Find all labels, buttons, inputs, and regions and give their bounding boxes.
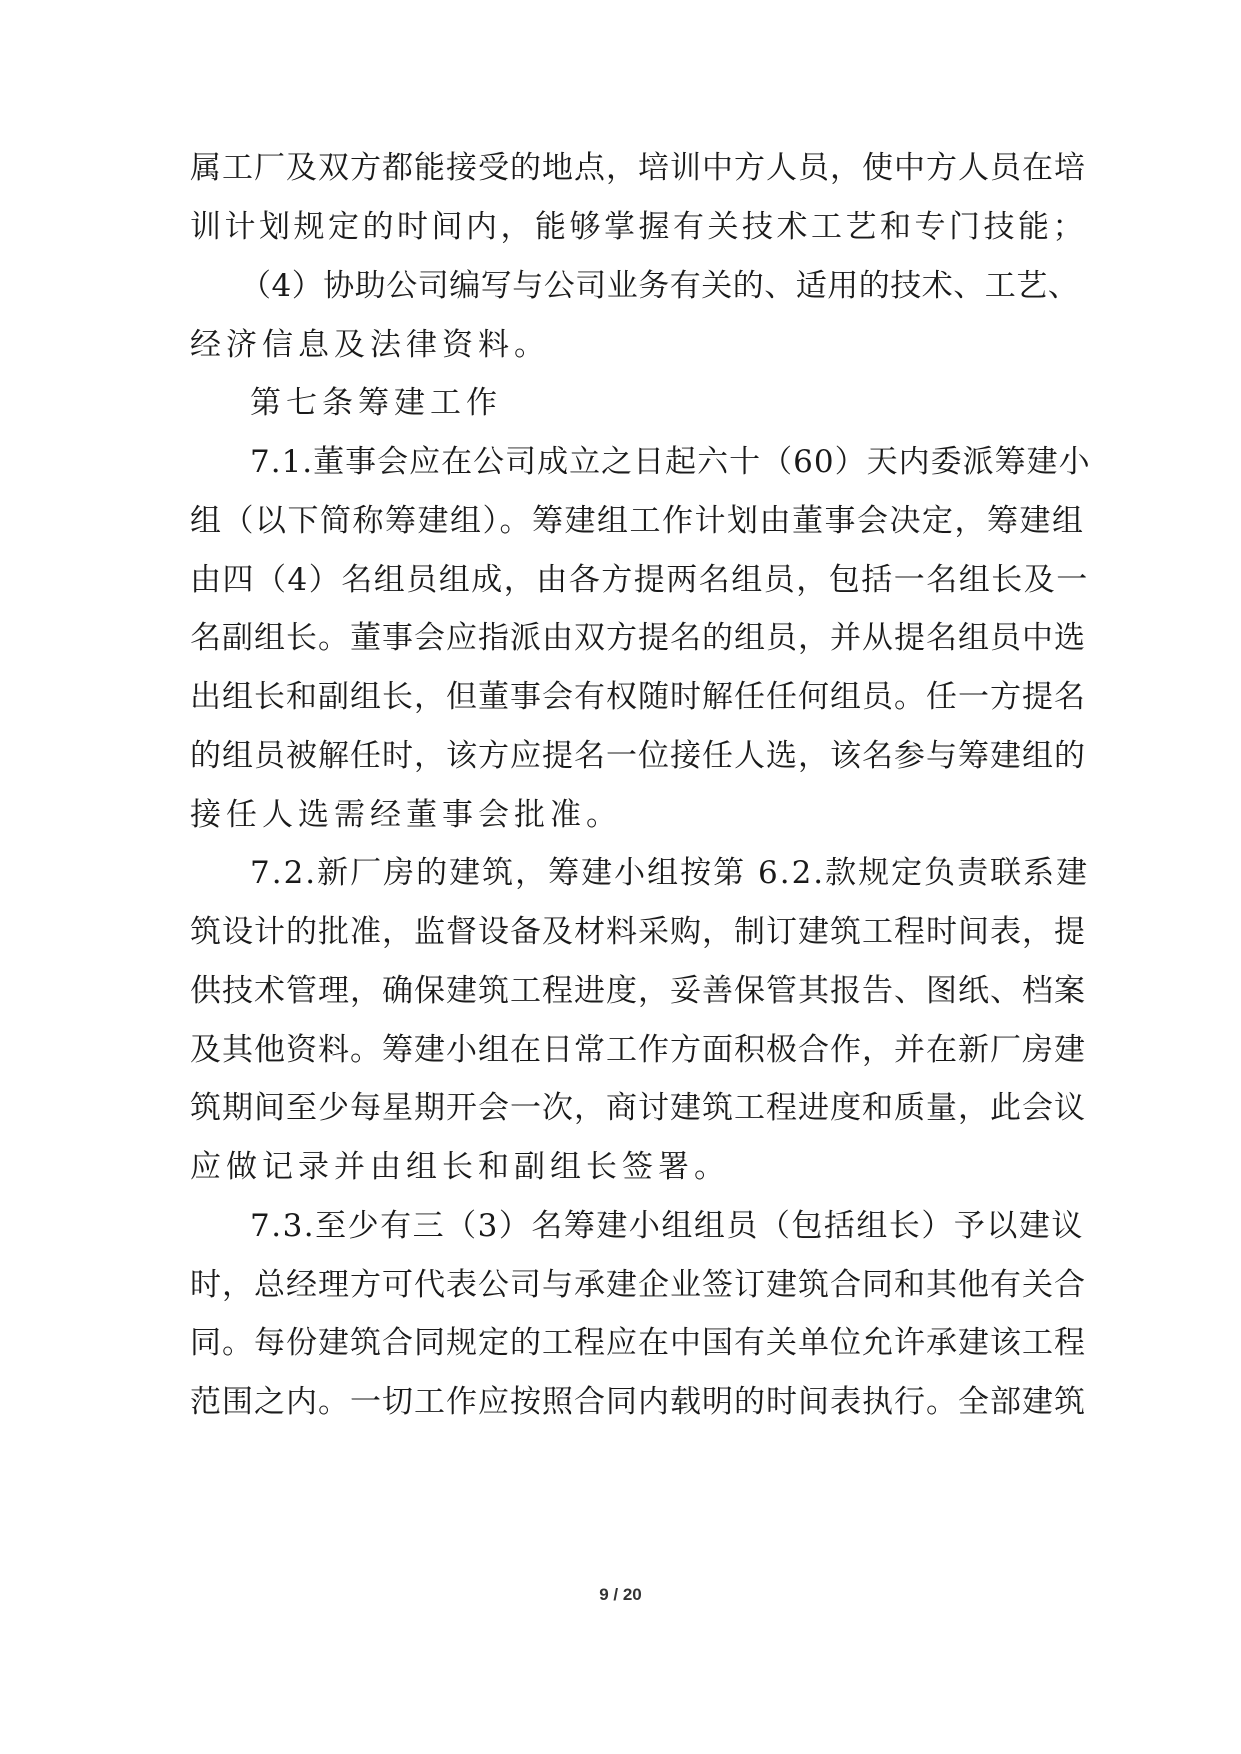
text-line: 7.2.新厂房的建筑，筹建小组按第 6.2.款规定负责联系建 <box>250 855 1090 891</box>
text-line: 由四（4）名组员组成，由各方提两名组员，包括一名组长及一 <box>190 562 1089 598</box>
text-line: 名副组长。董事会应指派由双方提名的组员，并从提名组员中选 <box>190 620 1086 656</box>
text-line: 出组长和副组长，但董事会有权随时解任任何组员。任一方提名 <box>190 679 1086 715</box>
text-line: 筑期间至少每星期开会一次，商讨建筑工程进度和质量，此会议 <box>190 1090 1086 1126</box>
text-line: 7.1.董事会应在公司成立之日起六十（60）天内委派筹建小 <box>250 444 1091 480</box>
text-line: 组（以下简称筹建组）。筹建组工作计划由董事会决定，筹建组 <box>190 503 1085 539</box>
text-line: 经济信息及法律资料。 <box>190 327 550 363</box>
text-line: 训计划规定的时间内，能够掌握有关技术工艺和专门技能； <box>190 209 1087 245</box>
text-line: 时，总经理方可代表公司与承建企业签订建筑合同和其他有关合 <box>190 1267 1086 1303</box>
text-line: 供技术管理，确保建筑工程进度，妥善保管其报告、图纸、档案 <box>190 973 1086 1009</box>
page-number: 9 / 20 <box>599 1585 642 1604</box>
text-line: 接任人选需经董事会批准。 <box>190 797 622 833</box>
text-line: 的组员被解任时，该方应提名一位接任人选，该名参与筹建组的 <box>190 738 1086 774</box>
text-line: 7.3.至少有三（3）名筹建小组组员（包括组长）予以建议 <box>250 1208 1084 1244</box>
text-line: 应做记录并由组长和副组长签署。 <box>190 1149 730 1185</box>
text-line: 同。每份建筑合同规定的工程应在中国有关单位允许承建该工程 <box>190 1325 1086 1361</box>
section-heading: 第七条筹建工作 <box>250 385 502 421</box>
text-line: 筑设计的批准，监督设备及材料采购，制订建筑工程时间表，提 <box>190 914 1086 950</box>
text-line: 范围之内。一切工作应按照合同内载明的时间表执行。全部建筑 <box>190 1384 1086 1420</box>
text-line: （4）协助公司编写与公司业务有关的、适用的技术、工艺、 <box>240 268 1080 304</box>
text-line: 属工厂及双方都能接受的地点，培训中方人员，使中方人员在培 <box>190 150 1086 186</box>
text-line: 及其他资料。筹建小组在日常工作方面积极合作，并在新厂房建 <box>190 1032 1086 1068</box>
